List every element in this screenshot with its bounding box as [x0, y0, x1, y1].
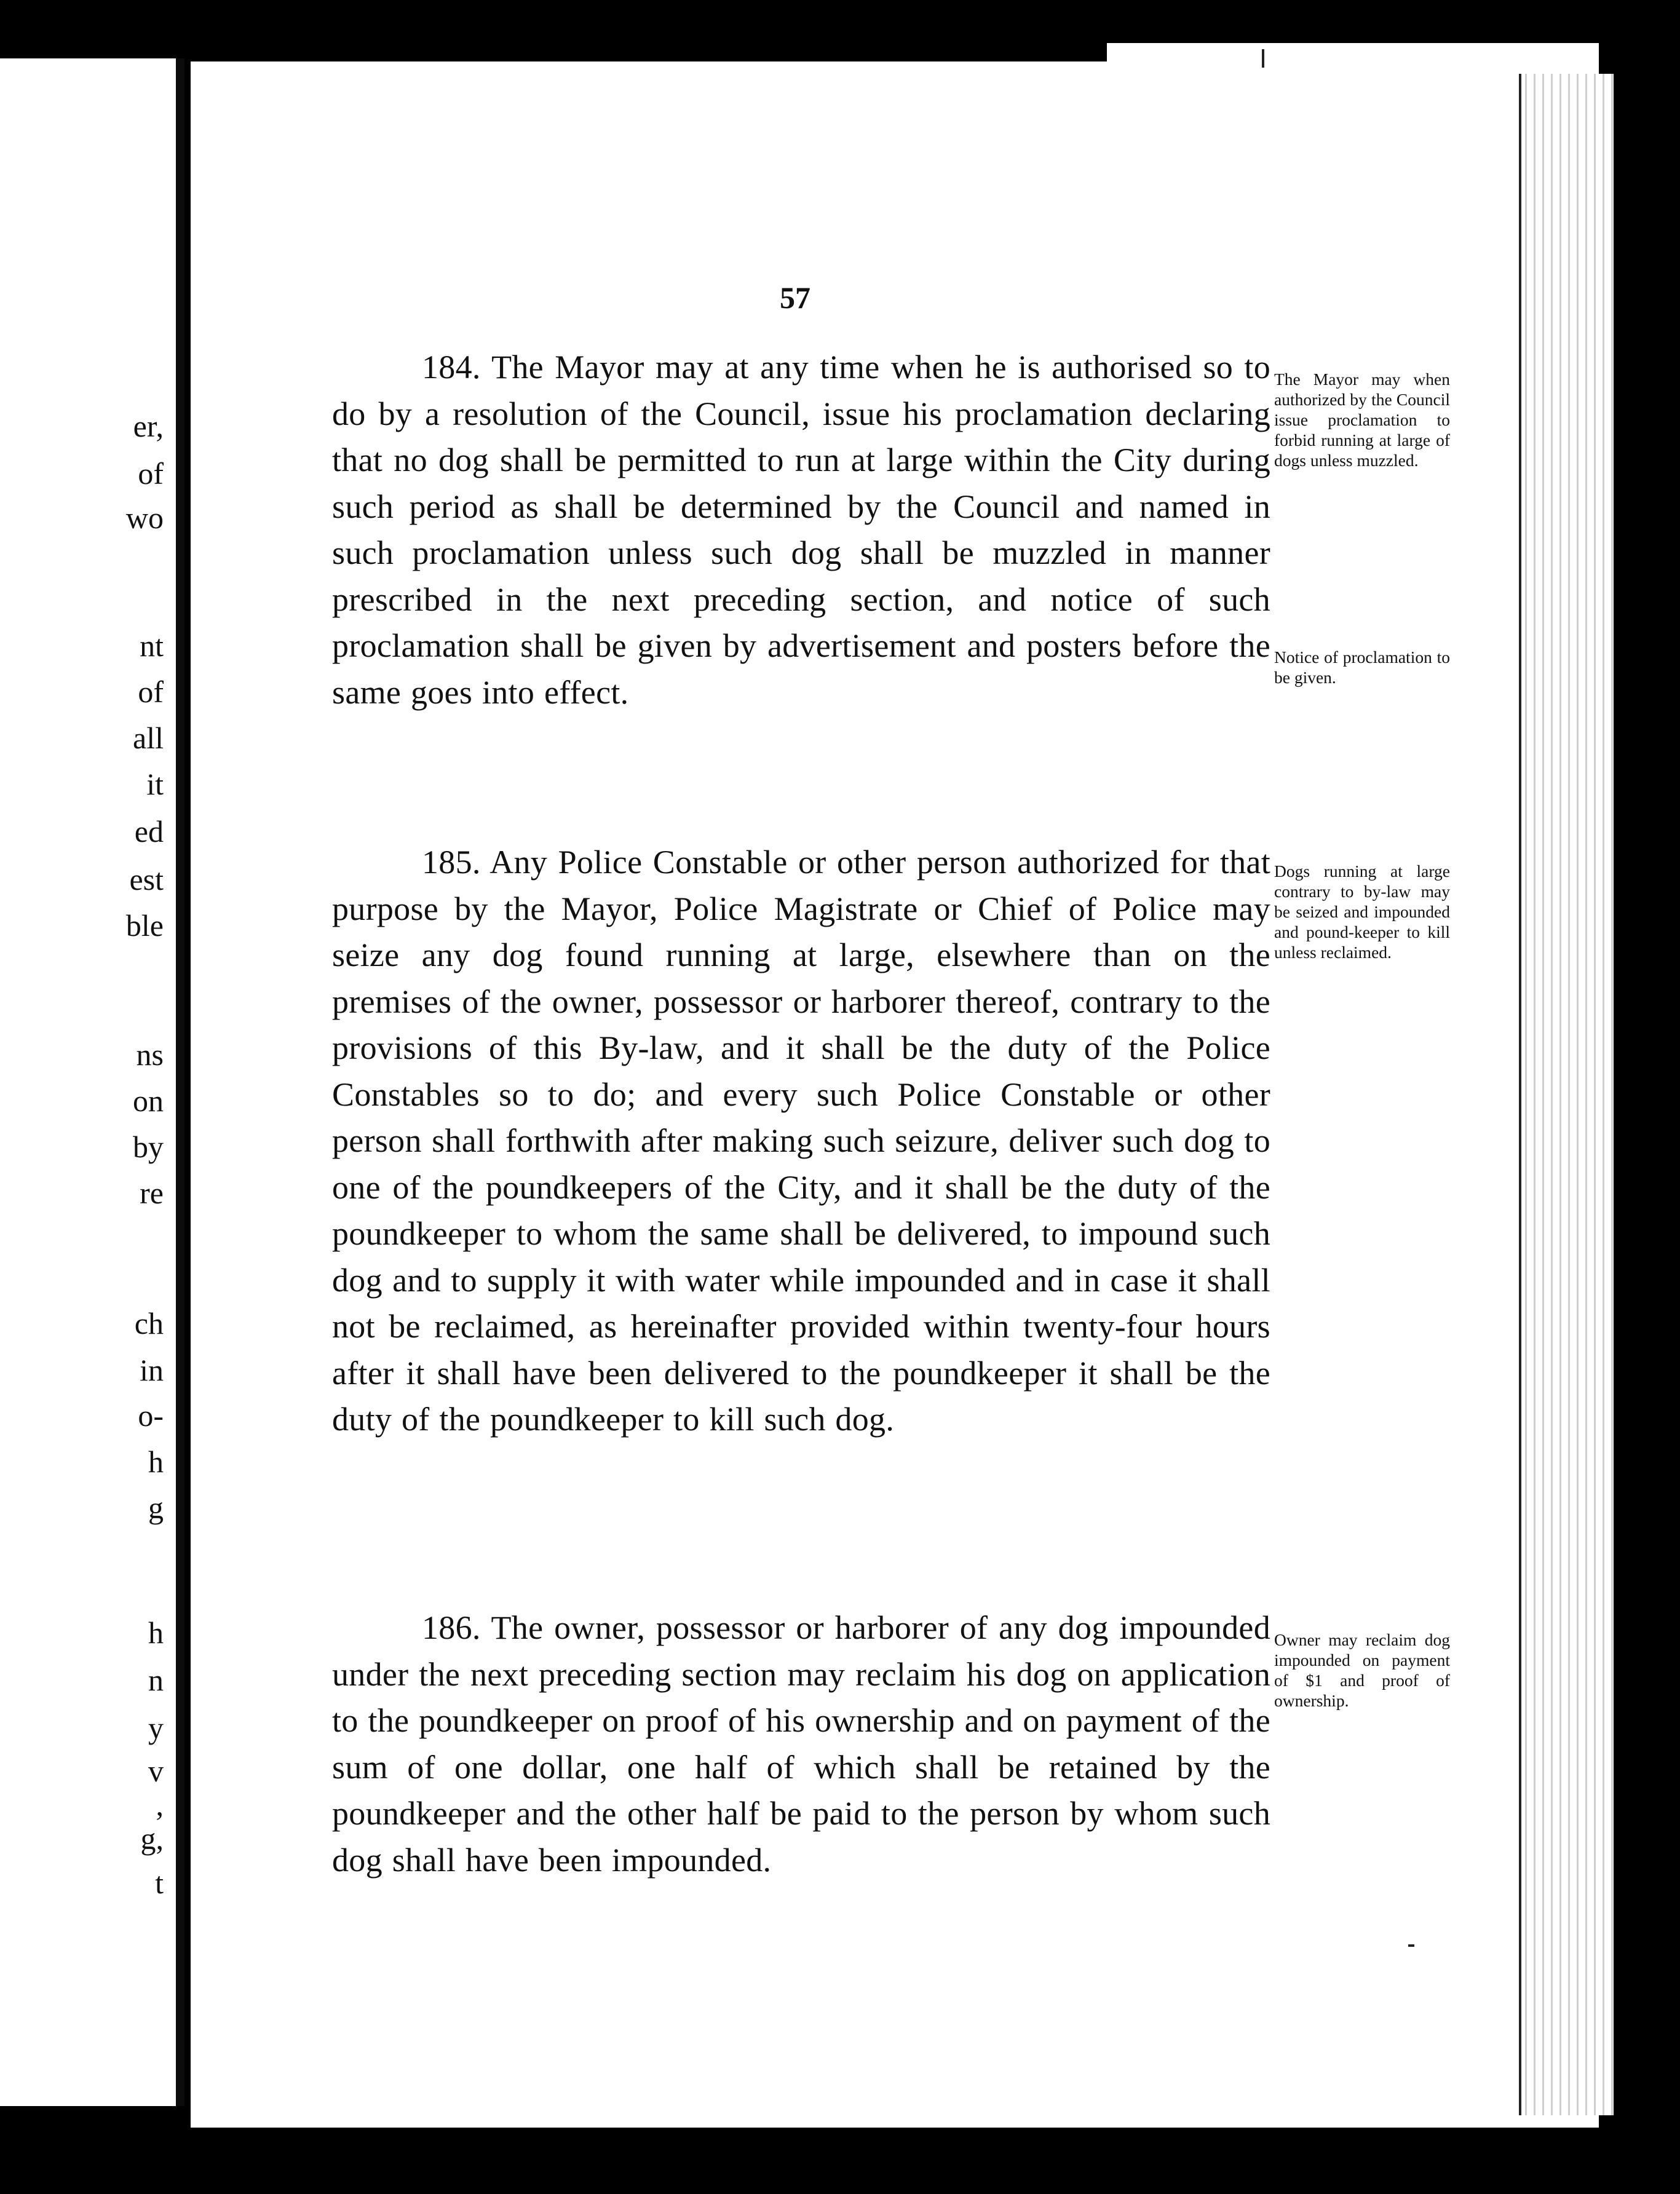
facing-fragment: all — [133, 721, 164, 755]
facing-fragment: est — [129, 862, 164, 897]
section-186 — [332, 1605, 1270, 1883]
facing-fragment: of — [138, 456, 164, 491]
section-184 — [332, 344, 1270, 716]
facing-fragment: on — [133, 1083, 164, 1118]
facing-fragment: er, — [133, 409, 164, 443]
facing-fragment: o- — [138, 1398, 164, 1433]
facing-fragment: g, — [140, 1821, 164, 1856]
facing-page — [0, 58, 184, 2106]
margin-note: Owner may reclaim dog impounded on payment of $1 and proof of ownership. — [1274, 1630, 1450, 1710]
margin-note: Dogs running at large contrary to by-law may be seized and impounded and pound-keeper to kill unless reclaimed. — [1274, 861, 1450, 962]
facing-fragment: wo — [125, 501, 164, 535]
facing-fragment: re — [140, 1176, 164, 1210]
page-edge-stack — [1519, 74, 1614, 2115]
facing-fragment: in — [140, 1353, 164, 1387]
section-185 — [332, 839, 1270, 1443]
scan-speck — [1262, 49, 1264, 68]
facing-fragment: ns — [136, 1037, 164, 1072]
section-number: 184. — [422, 349, 481, 386]
facing-fragment: t — [155, 1866, 164, 1900]
facing-fragment: nt — [140, 628, 164, 663]
section-text: Any Police Constable or other person authorized for that purpose by the Mayor, Police Magistrate or Chief of Police may seize any dog found running at large, elsewhere than on the premises of the owner, possessor or harborer thereof, contrary to the provisions of this By-law, and it shall be the duty of the Police Constables so to do; and every such Police Constable or other person shall forthwith after making such seizure, deliver such dog to one of the poundkeepers of the City, and it shall be the duty of the poundkeeper to whom the same shall be delivered, to impound such dog and to supply it with water while impounded and in case it shall not be reclaimed, as hereinafter provided within twenty-four hours after it shall have been delivered to the poundkeeper it shall be the duty of the poundkeeper to kill such dog. — [332, 844, 1270, 1438]
section-text: The Mayor may at any time when he is authorised so to do by a resolution of the Council, issue his proclamation declaring that no dog shall be permitted to run at large within the City during such period as shall be determined by the Council and named in such proclamation unless such dog shall be muzzled in manner prescribed in the next preceding section, and notice of such proclamation shall be given by advertisement and posters before the same goes into effect. — [332, 349, 1271, 711]
margin-note: The Mayor may when authorized by the Council issue proclamation to forbid running at large of dogs unless muzzled. — [1274, 370, 1450, 470]
section-text: The owner, possessor or harborer of any dog impounded under the next preceding section may reclaim his dog on application to the poundkeeper on proof of his ownership and on payment of the sum of one dollar, one half of which shall be retained by the poundkeeper and the other half be paid to the person by whom such dog shall have been impounded. — [332, 1609, 1271, 1879]
facing-fragment: g — [148, 1491, 164, 1525]
facing-fragment: v — [148, 1754, 164, 1788]
facing-fragment: n — [148, 1663, 164, 1697]
facing-fragment: , — [156, 1788, 164, 1822]
facing-fragment: ble — [125, 908, 164, 943]
section-number: 186. — [422, 1609, 481, 1646]
facing-fragment: by — [133, 1130, 164, 1164]
facing-fragment: ed — [134, 814, 164, 849]
facing-fragment: y — [148, 1711, 164, 1745]
margin-note: Notice of proclamation to be given. — [1274, 648, 1450, 687]
facing-fragment: of — [138, 675, 164, 709]
scan-speck — [1408, 1944, 1414, 1947]
section-number: 185. — [422, 844, 481, 881]
gutter-shadow — [176, 58, 184, 2106]
facing-fragment: h — [148, 1444, 164, 1479]
page-number: 57 — [780, 280, 810, 315]
facing-fragment: h — [148, 1615, 164, 1650]
facing-fragment: ch — [134, 1306, 164, 1341]
facing-fragment: it — [146, 767, 164, 801]
